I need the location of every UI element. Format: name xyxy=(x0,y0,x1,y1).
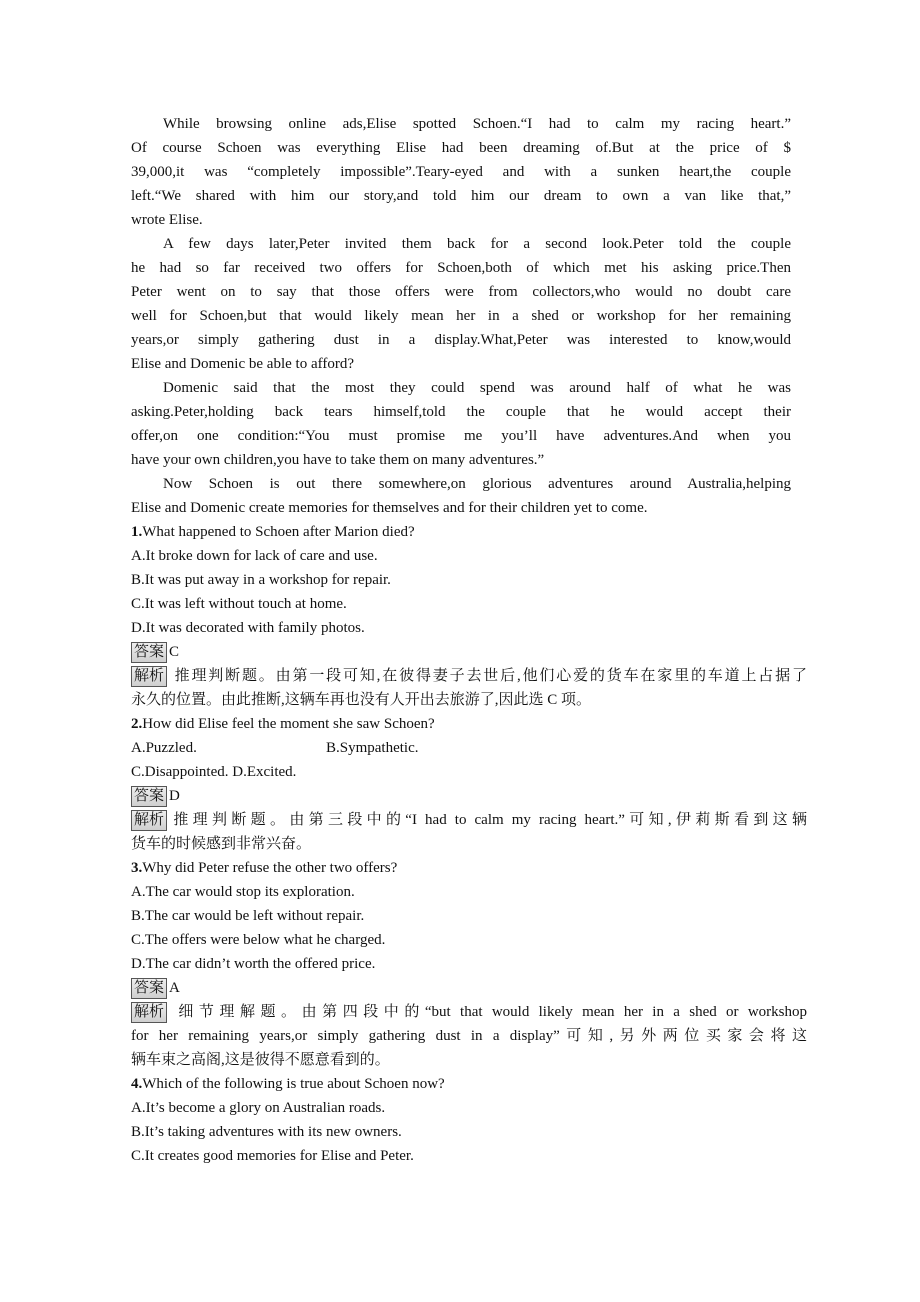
passage-line: asking.Peter,holding back tears himself,told the couple that he would accept their xyxy=(131,404,791,420)
option: B.It was put away in a workshop for repair. xyxy=(131,572,391,588)
answer-line xyxy=(131,976,791,1000)
option: A.It’s become a glory on Australian roads. xyxy=(131,1100,386,1116)
question-stem xyxy=(131,520,791,544)
analysis-text: 细节理解题。由第四段中的“but that would likely mean her in a shed or workshop xyxy=(169,1004,807,1020)
analysis-tag: 解析 xyxy=(131,666,167,687)
passage-line: 39,000,it was “completely impossible”.Teary-eyed and with a sunken heart,the couple xyxy=(131,164,791,180)
answer-line xyxy=(131,640,791,664)
option: A.The car would stop its exploration. xyxy=(131,884,355,900)
passage-line: Elise and Domenic be able to afford? xyxy=(131,356,354,372)
question-number: 1. xyxy=(131,524,143,540)
passage-line: he had so far received two offers for Schoen,both of which met his asking price.Then xyxy=(131,260,791,276)
question-text: Why did Peter refuse the other two offers? xyxy=(142,860,398,876)
option: B.Sympathetic. xyxy=(326,740,419,756)
passage-line: A few days later,Peter invited them back for a second look.Peter told the couple xyxy=(163,236,791,252)
question-number: 3. xyxy=(131,860,143,876)
analysis-text: 辆车束之高阁,这是彼得不愿意看到的。 xyxy=(131,1052,390,1068)
analysis-text: 推理判断题。由第一段可知,在彼得妻子去世后,他们心爱的货车在家里的车道上占据了 xyxy=(169,668,807,684)
question-stem xyxy=(131,1072,791,1096)
passage-line: years,or simply gathering dust in a display.What,Peter was interested to know,would xyxy=(131,332,791,348)
answer-tag: 答案 xyxy=(131,786,167,807)
analysis-line xyxy=(131,1024,807,1048)
passage-line: Peter went on to say that those offers were from collectors,who would no doubt care xyxy=(131,284,791,300)
passage-line: While browsing online ads,Elise spotted Schoen.“I had to calm my racing heart.” xyxy=(163,116,791,132)
question-number: 4. xyxy=(131,1076,143,1092)
option: A.Puzzled. xyxy=(131,740,197,756)
passage-line: Elise and Domenic create memories for themselves and for their children yet to come. xyxy=(131,500,648,516)
answer-tag: 答案 xyxy=(131,642,167,663)
question-text: Which of the following is true about Schoen now? xyxy=(142,1076,445,1092)
answer-line xyxy=(131,784,791,808)
option: B.It’s taking adventures with its new owners. xyxy=(131,1124,402,1140)
option: B.The car would be left without repair. xyxy=(131,908,365,924)
option: C.The offers were below what he charged. xyxy=(131,932,386,948)
passage-line: wrote Elise. xyxy=(131,212,203,228)
analysis-text: for her remaining years,or simply gathering dust in a display”可知,另外两位买家会将这 xyxy=(131,1028,807,1044)
passage-line: Of course Schoen was everything Elise had been dreaming of.But at the price of $ xyxy=(131,140,791,156)
question-text: What happened to Schoen after Marion died? xyxy=(142,524,415,540)
question-number: 2. xyxy=(131,716,143,732)
passage-line: have your own children,you have to take them on many adventures.” xyxy=(131,452,545,468)
analysis-tag: 解析 xyxy=(131,1002,167,1023)
option: D.It was decorated with family photos. xyxy=(131,620,365,636)
analysis-line xyxy=(131,832,807,856)
option: A.It broke down for lack of care and use. xyxy=(131,548,378,564)
analysis-line xyxy=(131,664,807,688)
document-body xyxy=(131,112,807,1168)
option: D.The car didn’t worth the offered price. xyxy=(131,956,376,972)
analysis-tag: 解析 xyxy=(131,810,167,831)
passage-line: Now Schoen is out there somewhere,on glorious adventures around Australia,helping xyxy=(163,476,791,492)
analysis-text: 货车的时候感到非常兴奋。 xyxy=(131,836,312,852)
passage-line: well for Schoen,but that would likely mean her in a shed or workshop for her remaining xyxy=(131,308,791,324)
passage-line: left.“We shared with him our story,and told him our dream to own a van like that,” xyxy=(131,188,791,204)
answer-value: A xyxy=(169,980,180,996)
option: C.It was left without touch at home. xyxy=(131,596,347,612)
question-text: How did Elise feel the moment she saw Schoen? xyxy=(142,716,435,732)
analysis-text: 永久的位置。由此推断,这辆车再也没有人开出去旅游了,因此选 C 项。 xyxy=(131,692,592,708)
analysis-line xyxy=(131,1048,807,1072)
analysis-line xyxy=(131,808,807,832)
analysis-line xyxy=(131,1000,807,1024)
passage-line: offer,on one condition:“You must promise me you’ll have adventures.And when you xyxy=(131,428,791,444)
option-row xyxy=(131,736,791,760)
question-stem xyxy=(131,712,791,736)
option: C.Disappointed. D.Excited. xyxy=(131,764,297,780)
option: C.It creates good memories for Elise and Peter. xyxy=(131,1148,414,1164)
question-stem xyxy=(131,856,791,880)
passage-line: Domenic said that the most they could spend was around half of what he was xyxy=(163,380,791,396)
analysis-line xyxy=(131,688,807,712)
answer-value: D xyxy=(169,788,180,804)
answer-value: C xyxy=(169,644,180,660)
analysis-text: 推理判断题。由第三段中的“I had to calm my racing heart.”可知,伊莉斯看到这辆 xyxy=(169,812,807,828)
answer-tag: 答案 xyxy=(131,978,167,999)
